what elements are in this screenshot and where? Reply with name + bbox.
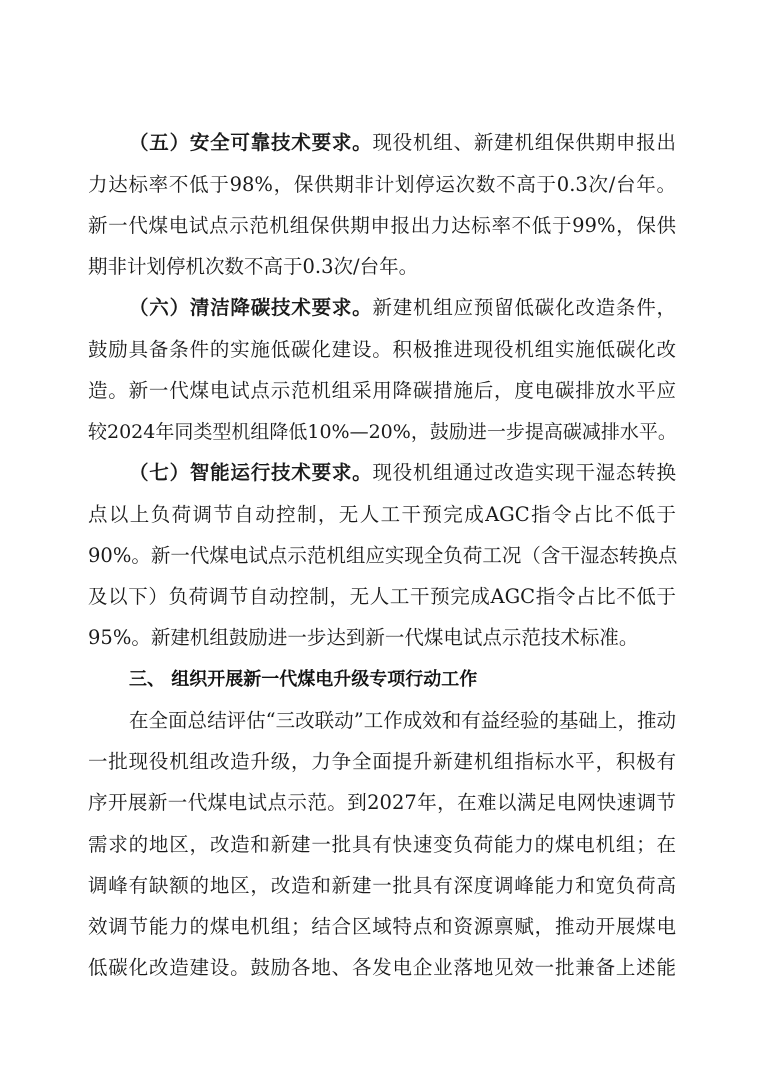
paragraph-line: 较2024年同类型机组降低10%—20%，鼓励进一步提高碳减排水平。 — [88, 421, 677, 443]
paragraph-line: 造。新一代煤电试点示范机组采用降碳措施后，度电碳排放水平应 — [88, 379, 676, 402]
paragraph-line: （五）安全可靠技术要求。现役机组、新建机组保供期申报出 — [129, 131, 676, 154]
paragraph-line: 力达标率不低于98%，保供期非计划停运次数不高于0.3次/台年。 — [88, 173, 676, 196]
paragraph-line: 新一代煤电试点示范机组保供期申报出力达标率不低于99%，保供 — [88, 214, 676, 237]
part-heading-3: 三、 组织开展新一代煤电升级专项行动工作 — [129, 669, 478, 690]
section-heading-6: （六）清洁降碳技术要求。 — [129, 296, 373, 319]
paragraph-line: （六）清洁降碳技术要求。新建机组应预留低碳化改造条件， — [129, 296, 676, 319]
paragraph-line: 序开展新一代煤电试点示范。到2027年，在难以满足电网快速调节 — [88, 791, 676, 814]
paragraph-line: 调峰有缺额的地区，改造和新建一批具有深度调峰能力和宽负荷高 — [88, 874, 676, 897]
paragraph-line: 期非计划停机次数不高于0.3次/台年。 — [88, 255, 419, 278]
paragraph-line: 及以下）负荷调节自动控制，无人工干预完成AGC指令占比不低于 — [88, 585, 676, 608]
paragraph-line: 90%。新一代煤电试点示范机组应实现全负荷工况（含干湿态转换点 — [88, 544, 678, 567]
paragraph-line: 点以上负荷调节自动控制，无人工干预完成AGC指令占比不低于 — [88, 503, 676, 526]
paragraph-line: 一批现役机组改造升级，力争全面提升新建机组指标水平，积极有 — [88, 750, 676, 773]
paragraph-line: 95%。新建机组鼓励进一步达到新一代煤电试点示范技术标准。 — [88, 626, 639, 649]
paragraph-line: （七）智能运行技术要求。现役机组通过改造实现干湿态转换 — [129, 461, 676, 484]
section-heading-7: （七）智能运行技术要求。 — [129, 461, 373, 484]
paragraph-line: 需求的地区，改造和新建一批具有快速变负荷能力的煤电机组；在 — [88, 833, 676, 856]
paragraph-line: 效调节能力的煤电机组；结合区域特点和资源禀赋，推动开展煤电 — [88, 915, 676, 938]
paragraph-line: 鼓励具备条件的实施低碳化建设。积极推进现役机组实施低碳化改 — [88, 338, 676, 361]
section-heading-5: （五）安全可靠技术要求。 — [129, 131, 373, 154]
paragraph-line: 在全面总结评估“三改联动”工作成效和有益经验的基础上，推动 — [129, 709, 676, 732]
paragraph-line: 低碳化改造建设。鼓励各地、各发电企业落地见效一批兼备上述能 — [88, 956, 676, 979]
